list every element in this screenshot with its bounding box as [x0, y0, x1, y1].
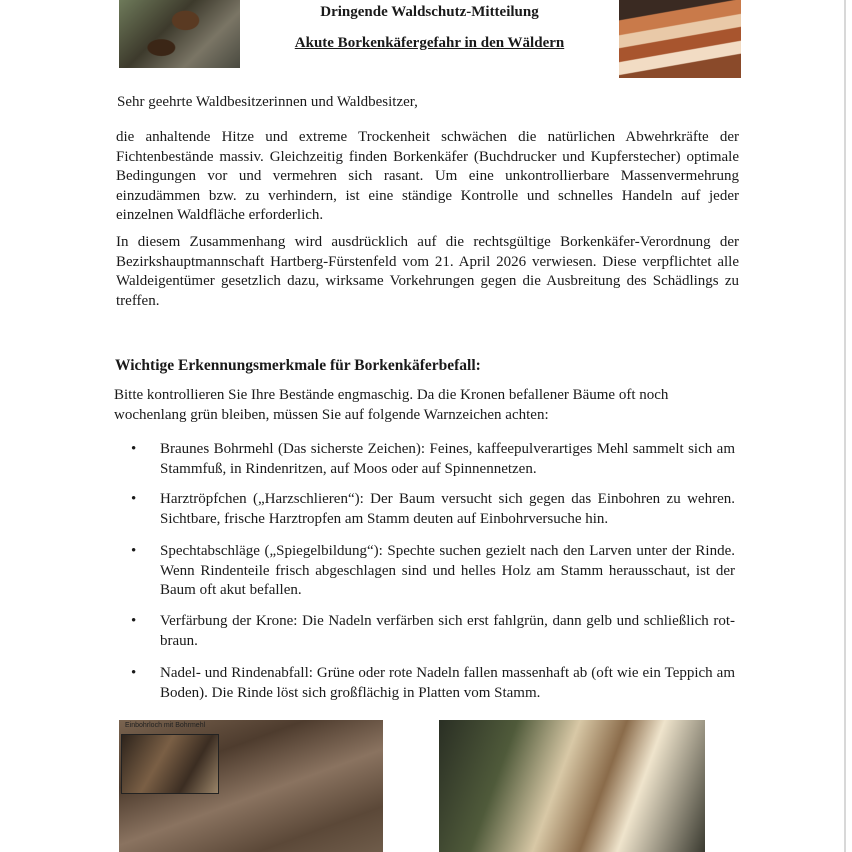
section-heading: Wichtige Erkennungsmerkmale für Borkenkäferbefall: — [115, 357, 481, 374]
document-title: Dringende Waldschutz-Mitteilung — [320, 4, 539, 20]
salutation: Sehr geehrte Waldbesitzerinnen und Waldbesitzer, — [117, 94, 418, 110]
bark-beetle-photo — [119, 0, 240, 68]
paragraph-regulation: In diesem Zusammenhang wird ausdrücklich auf die rechtsgültige Borkenkäfer-Verordnung der Bezirkshauptmannschaft Hartberg-Fürstenfeld vom 21. April 2026 verwiesen. Diese verpflichtet alle Waldeigentümer gesetzlich dazu, wirksame Vorkehrungen gegen die Ausbreitung des Schädlings zu treffen. — [116, 234, 739, 309]
peeled-bark-galleries-photo — [439, 720, 705, 852]
document-subtitle: Akute Borkenkäfergefahr in den Wäldern — [294, 35, 565, 51]
section-intro: Bitte kontrollieren Sie Ihre Bestände engmaschig. Da die Kronen befallener Bäume oft noch wochenlang grün bleiben, müssen Sie auf folgende Warnzeichen achten: — [114, 387, 669, 423]
bore-hole-inset-photo — [121, 722, 219, 794]
list-item-text: Harztröpfchen („Harzschlieren“): Der Baum versucht sich gegen das Einbohren zu wehren. Sichtbare, frische Harztropfen am Stamm deuten auf Einbohrversuche hin. — [160, 491, 735, 527]
scan-edge-divider — [844, 0, 846, 852]
list-item-text: Spechtabschläge („Spiegelbildung“): Spechte suchen gezielt nach den Larven unter der Rinde. Wenn Rindenteile frisch abgeschlagen sind und helles Holz am Stamm herausschaut, ist der Baum oft akut befallen. — [160, 543, 735, 598]
bullet-icon: • — [131, 441, 137, 457]
damaged-bark-photo — [619, 0, 741, 78]
inset-caption: Einbohrloch mit Bohrmehl — [125, 722, 206, 729]
bullet-icon: • — [131, 543, 137, 559]
bark-bore-dust-photo — [119, 720, 383, 852]
list-item-text: Verfärbung der Krone: Die Nadeln verfärben sich erst fahlgrün, dann gelb und schließlich rot-braun. — [160, 613, 735, 649]
bullet-icon: • — [131, 491, 137, 507]
list-item-text: Braunes Bohrmehl (Das sicherste Zeichen): Feines, kaffeepulverartiges Mehl sammelt sich am Stammfuß, in Rindenritzen, auf Moos oder auf Spinnennetzen. — [160, 441, 735, 477]
bullet-icon: • — [131, 613, 137, 629]
bullet-icon: • — [131, 665, 137, 681]
paragraph-heat-drought: die anhaltende Hitze und extreme Trockenheit schwächen die natürlichen Abwehrkräfte der Fichtenbestände massiv. Gleichzeitig finden Borkenkäfer (Buchdrucker und Kupferstecher) optimale Bedingungen vor und vermehren sich rasant. Um eine unkontrollierbare Massenvermehrung einzudämmen bzw. zu verhindern, ist eine ständige Kontrolle und schnelles Handeln auf jeder einzelnen Waldfläche erforderlich. — [116, 129, 739, 223]
list-item-text: Nadel- und Rindenabfall: Grüne oder rote Nadeln fallen massenhaft ab (oft wie ein Teppich am Boden). Die Rinde löst sich großflächig in Platten vom Stamm. — [160, 665, 735, 701]
